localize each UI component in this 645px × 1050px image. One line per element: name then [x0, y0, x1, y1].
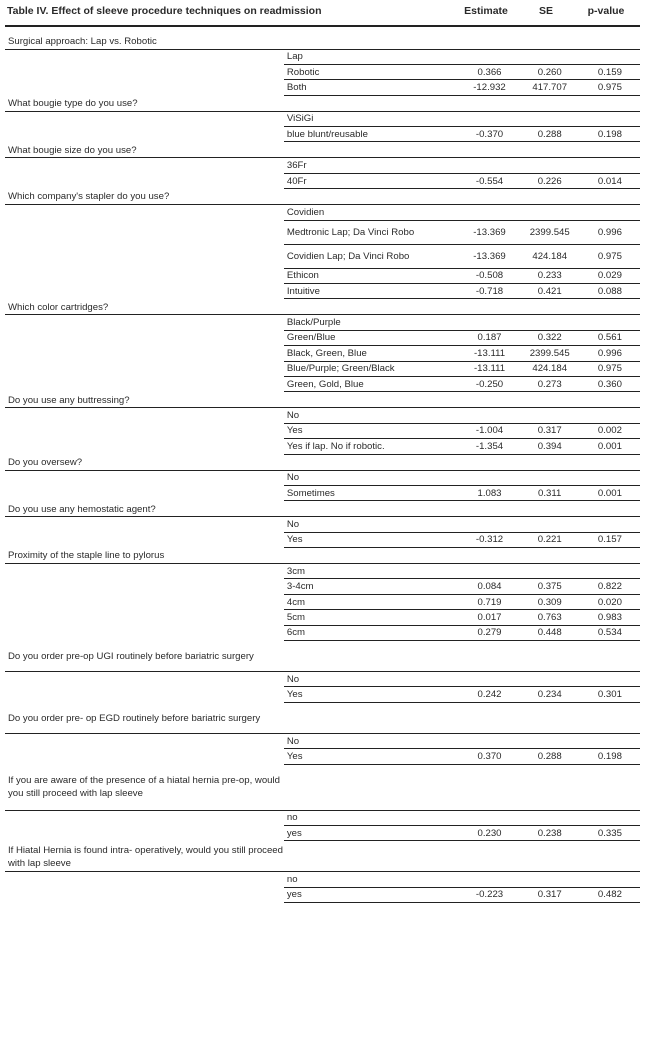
se-cell [520, 733, 580, 748]
option-label: Medtronic Lap; Da Vinci Robo [284, 220, 460, 244]
indent-cell [5, 127, 284, 142]
table-row [5, 872, 640, 887]
estimate-cell [459, 733, 519, 748]
table-row [5, 80, 640, 95]
se-cell [520, 564, 580, 579]
se-cell: 0.421 [520, 284, 580, 299]
option-label: Intuitive [284, 284, 460, 299]
se-cell: 0.375 [520, 579, 580, 594]
option-label: yes [284, 887, 460, 902]
option-label: no [284, 810, 460, 825]
p-value-cell [580, 517, 640, 532]
p-value-cell [580, 810, 640, 825]
table-row [5, 610, 640, 625]
p-value-cell: 0.001 [580, 439, 640, 454]
p-value-cell [580, 872, 640, 887]
p-value-cell [580, 111, 640, 126]
question-row [5, 299, 640, 315]
table-row [5, 315, 640, 330]
header-rule [5, 25, 640, 27]
option-label: Yes [284, 749, 460, 764]
estimate-cell: 0.719 [459, 594, 519, 609]
question-row [5, 548, 640, 564]
table-row [5, 64, 640, 79]
p-value-cell: 0.002 [580, 423, 640, 438]
estimate-cell: -13.369 [459, 244, 519, 268]
table-row [5, 173, 640, 188]
indent-cell [5, 346, 284, 361]
table-row [5, 672, 640, 687]
indent-cell [5, 361, 284, 376]
estimate-cell: 0.230 [459, 826, 519, 841]
question-row [5, 454, 640, 470]
p-value-cell [580, 733, 640, 748]
indent-cell [5, 315, 284, 330]
question-row [5, 392, 640, 408]
indent-cell [5, 532, 284, 547]
estimate-cell [459, 205, 519, 220]
option-label: Green/Blue [284, 330, 460, 345]
estimate-cell: -1.004 [459, 423, 519, 438]
estimate-cell [459, 158, 519, 173]
se-cell: 0.288 [520, 749, 580, 764]
p-value-cell: 0.561 [580, 330, 640, 345]
se-cell: 424.184 [520, 361, 580, 376]
option-label: no [284, 872, 460, 887]
p-value-cell: 0.975 [580, 361, 640, 376]
estimate-cell: -12.932 [459, 80, 519, 95]
se-cell [520, 111, 580, 126]
table-row [5, 423, 640, 438]
table-header-row [0, 0, 645, 24]
question-filler [284, 392, 640, 408]
estimate-cell [459, 49, 519, 64]
se-cell [520, 810, 580, 825]
question-row [5, 702, 640, 733]
table-row [5, 810, 640, 825]
se-cell: 0.317 [520, 887, 580, 902]
estimate-cell: 0.366 [459, 64, 519, 79]
indent-cell [5, 826, 284, 841]
se-cell: 0.311 [520, 485, 580, 500]
p-value-cell [580, 49, 640, 64]
estimate-cell: -13.111 [459, 346, 519, 361]
estimate-cell: -0.508 [459, 268, 519, 283]
p-value-cell [580, 470, 640, 485]
se-cell [520, 470, 580, 485]
estimate-cell [459, 408, 519, 423]
table-row [5, 594, 640, 609]
question-text: What bougie size do you use? [5, 142, 284, 158]
indent-cell [5, 268, 284, 283]
table-row [5, 346, 640, 361]
table-row [5, 687, 640, 702]
option-label: 40Fr [284, 173, 460, 188]
se-cell: 2399.545 [520, 220, 580, 244]
question-filler [284, 548, 640, 564]
option-label: No [284, 672, 460, 687]
indent-cell [5, 610, 284, 625]
question-row [5, 142, 640, 158]
table-row [5, 887, 640, 902]
estimate-cell: -0.370 [459, 127, 519, 142]
estimate-cell: 0.279 [459, 625, 519, 640]
option-label: Sometimes [284, 485, 460, 500]
option-label: 6cm [284, 625, 460, 640]
indent-cell [5, 564, 284, 579]
table-row [5, 749, 640, 764]
p-value-cell: 0.534 [580, 625, 640, 640]
p-value-cell: 0.996 [580, 346, 640, 361]
question-text: Do you order pre-op UGI routinely before bariatric surgery [5, 641, 284, 672]
indent-cell [5, 376, 284, 391]
indent-cell [5, 672, 284, 687]
column-header-se: SE [538, 5, 553, 17]
se-cell: 424.184 [520, 244, 580, 268]
indent-cell [5, 470, 284, 485]
p-value-cell [580, 158, 640, 173]
option-label: Covidien [284, 205, 460, 220]
indent-cell [5, 220, 284, 244]
option-label: Yes [284, 532, 460, 547]
question-text: Do you use any hemostatic agent? [5, 501, 284, 517]
question-row [5, 841, 640, 872]
indent-cell [5, 80, 284, 95]
p-value-cell: 0.335 [580, 826, 640, 841]
se-cell [520, 158, 580, 173]
table-row [5, 376, 640, 391]
indent-cell [5, 330, 284, 345]
question-text: Do you oversew? [5, 454, 284, 470]
se-cell: 0.226 [520, 173, 580, 188]
question-filler [284, 142, 640, 158]
p-value-cell: 0.822 [580, 579, 640, 594]
table-row [5, 564, 640, 579]
se-cell: 2399.545 [520, 346, 580, 361]
table-row [5, 205, 640, 220]
option-label: Black/Purple [284, 315, 460, 330]
question-filler [284, 501, 640, 517]
se-cell: 0.394 [520, 439, 580, 454]
table-row [5, 470, 640, 485]
option-label: 36Fr [284, 158, 460, 173]
p-value-cell [580, 408, 640, 423]
se-cell: 0.273 [520, 376, 580, 391]
question-row [5, 33, 640, 49]
table-title: Table IV. Effect of sleeve procedure techniques on readmission [7, 5, 322, 17]
indent-cell [5, 244, 284, 268]
se-cell [520, 872, 580, 887]
indent-cell [5, 749, 284, 764]
indent-cell [5, 625, 284, 640]
p-value-cell: 0.159 [580, 64, 640, 79]
indent-cell [5, 408, 284, 423]
question-filler [284, 299, 640, 315]
option-label: Ethicon [284, 268, 460, 283]
se-cell [520, 672, 580, 687]
table-row [5, 439, 640, 454]
estimate-cell [459, 564, 519, 579]
se-cell [520, 517, 580, 532]
p-value-cell: 0.360 [580, 376, 640, 391]
question-text: What bougie type do you use? [5, 95, 284, 111]
results-table-body [5, 33, 640, 903]
p-value-cell: 0.029 [580, 268, 640, 283]
estimate-cell: -13.369 [459, 220, 519, 244]
p-value-cell: 0.198 [580, 749, 640, 764]
option-label: 5cm [284, 610, 460, 625]
option-label: Black, Green, Blue [284, 346, 460, 361]
estimate-cell [459, 315, 519, 330]
table-row [5, 826, 640, 841]
indent-cell [5, 49, 284, 64]
se-cell: 0.238 [520, 826, 580, 841]
estimate-cell: -13.111 [459, 361, 519, 376]
question-filler [284, 641, 640, 672]
estimate-cell: 0.370 [459, 749, 519, 764]
estimate-cell: 0.187 [459, 330, 519, 345]
question-filler [284, 454, 640, 470]
question-filler [284, 33, 640, 49]
table-row [5, 49, 640, 64]
se-cell: 0.317 [520, 423, 580, 438]
option-label: blue blunt/reusable [284, 127, 460, 142]
option-label: Yes [284, 687, 460, 702]
option-label: 4cm [284, 594, 460, 609]
question-text: Which company's stapler do you use? [5, 189, 284, 205]
estimate-cell [459, 872, 519, 887]
indent-cell [5, 517, 284, 532]
p-value-cell [580, 564, 640, 579]
question-row [5, 189, 640, 205]
estimate-cell: -0.718 [459, 284, 519, 299]
estimate-cell [459, 111, 519, 126]
estimate-cell: 0.084 [459, 579, 519, 594]
indent-cell [5, 579, 284, 594]
table-row [5, 220, 640, 244]
p-value-cell: 0.482 [580, 887, 640, 902]
estimate-cell: 0.242 [459, 687, 519, 702]
estimate-cell: -0.312 [459, 532, 519, 547]
question-text: Surgical approach: Lap vs. Robotic [5, 33, 284, 49]
indent-cell [5, 733, 284, 748]
se-cell: 0.221 [520, 532, 580, 547]
table-row [5, 330, 640, 345]
estimate-cell: -1.354 [459, 439, 519, 454]
option-label: No [284, 408, 460, 423]
se-cell: 417.707 [520, 80, 580, 95]
question-filler [284, 841, 640, 872]
question-filler [284, 189, 640, 205]
option-label: yes [284, 826, 460, 841]
estimate-cell: 1.083 [459, 485, 519, 500]
indent-cell [5, 173, 284, 188]
table-row [5, 625, 640, 640]
table-row [5, 733, 640, 748]
option-label: Robotic [284, 64, 460, 79]
indent-cell [5, 485, 284, 500]
p-value-cell [580, 315, 640, 330]
question-text: Which color cartridges? [5, 299, 284, 315]
estimate-cell [459, 810, 519, 825]
indent-cell [5, 872, 284, 887]
p-value-cell: 0.301 [580, 687, 640, 702]
p-value-cell: 0.198 [580, 127, 640, 142]
option-label: No [284, 517, 460, 532]
p-value-cell: 0.996 [580, 220, 640, 244]
p-value-cell: 0.088 [580, 284, 640, 299]
estimate-cell: -0.223 [459, 887, 519, 902]
option-label: Lap [284, 49, 460, 64]
estimate-cell [459, 517, 519, 532]
question-row [5, 95, 640, 111]
question-text: Do you order pre- op EGD routinely before bariatric surgery [5, 702, 284, 733]
p-value-cell: 0.983 [580, 610, 640, 625]
table-row [5, 111, 640, 126]
se-cell [520, 315, 580, 330]
option-label: Green, Gold, Blue [284, 376, 460, 391]
table-row [5, 244, 640, 268]
indent-cell [5, 284, 284, 299]
table-row [5, 579, 640, 594]
option-label: Covidien Lap; Da Vinci Robo [284, 244, 460, 268]
p-value-cell: 0.001 [580, 485, 640, 500]
indent-cell [5, 423, 284, 438]
p-value-cell: 0.014 [580, 173, 640, 188]
question-text: If Hiatal Hernia is found intra- operatively, would you still proceed with lap sleeve [5, 841, 284, 872]
indent-cell [5, 687, 284, 702]
se-cell: 0.260 [520, 64, 580, 79]
indent-cell [5, 887, 284, 902]
option-label: Yes if lap. No if robotic. [284, 439, 460, 454]
question-row [5, 641, 640, 672]
question-row [5, 501, 640, 517]
p-value-cell: 0.020 [580, 594, 640, 609]
se-cell: 0.448 [520, 625, 580, 640]
indent-cell [5, 205, 284, 220]
indent-cell [5, 111, 284, 126]
table-row [5, 408, 640, 423]
column-header-p-value: p-value [587, 5, 625, 17]
indent-cell [5, 439, 284, 454]
se-cell: 0.309 [520, 594, 580, 609]
se-cell: 0.233 [520, 268, 580, 283]
se-cell [520, 49, 580, 64]
estimate-cell [459, 470, 519, 485]
p-value-cell: 0.975 [580, 80, 640, 95]
p-value-cell: 0.975 [580, 244, 640, 268]
table-row [5, 361, 640, 376]
table-row [5, 485, 640, 500]
estimate-cell [459, 672, 519, 687]
indent-cell [5, 810, 284, 825]
se-cell: 0.234 [520, 687, 580, 702]
question-row [5, 764, 640, 810]
option-label: 3cm [284, 564, 460, 579]
estimate-cell: -0.250 [459, 376, 519, 391]
table-row [5, 532, 640, 547]
se-cell: 0.322 [520, 330, 580, 345]
p-value-cell [580, 205, 640, 220]
se-cell [520, 205, 580, 220]
se-cell: 0.763 [520, 610, 580, 625]
table-row [5, 158, 640, 173]
option-label: No [284, 733, 460, 748]
indent-cell [5, 594, 284, 609]
question-filler [284, 95, 640, 111]
table-row [5, 517, 640, 532]
option-label: Yes [284, 423, 460, 438]
question-text: Do you use any buttressing? [5, 392, 284, 408]
se-cell: 0.288 [520, 127, 580, 142]
p-value-cell: 0.157 [580, 532, 640, 547]
estimate-cell: -0.554 [459, 173, 519, 188]
indent-cell [5, 158, 284, 173]
results-table [5, 33, 640, 903]
option-label: Both [284, 80, 460, 95]
option-label: 3-4cm [284, 579, 460, 594]
question-text: Proximity of the staple line to pylorus [5, 548, 284, 564]
se-cell [520, 408, 580, 423]
estimate-cell: 0.017 [459, 610, 519, 625]
p-value-cell [580, 672, 640, 687]
question-text: If you are aware of the presence of a hiatal hernia pre-op, would you still proceed with lap sleeve [5, 764, 284, 810]
question-filler [284, 764, 640, 810]
option-label: Blue/Purple; Green/Black [284, 361, 460, 376]
table-row [5, 127, 640, 142]
column-header-estimate: Estimate [464, 5, 508, 17]
option-label: No [284, 470, 460, 485]
option-label: ViSiGi [284, 111, 460, 126]
indent-cell [5, 64, 284, 79]
table-row [5, 284, 640, 299]
table-row [5, 268, 640, 283]
question-filler [284, 702, 640, 733]
